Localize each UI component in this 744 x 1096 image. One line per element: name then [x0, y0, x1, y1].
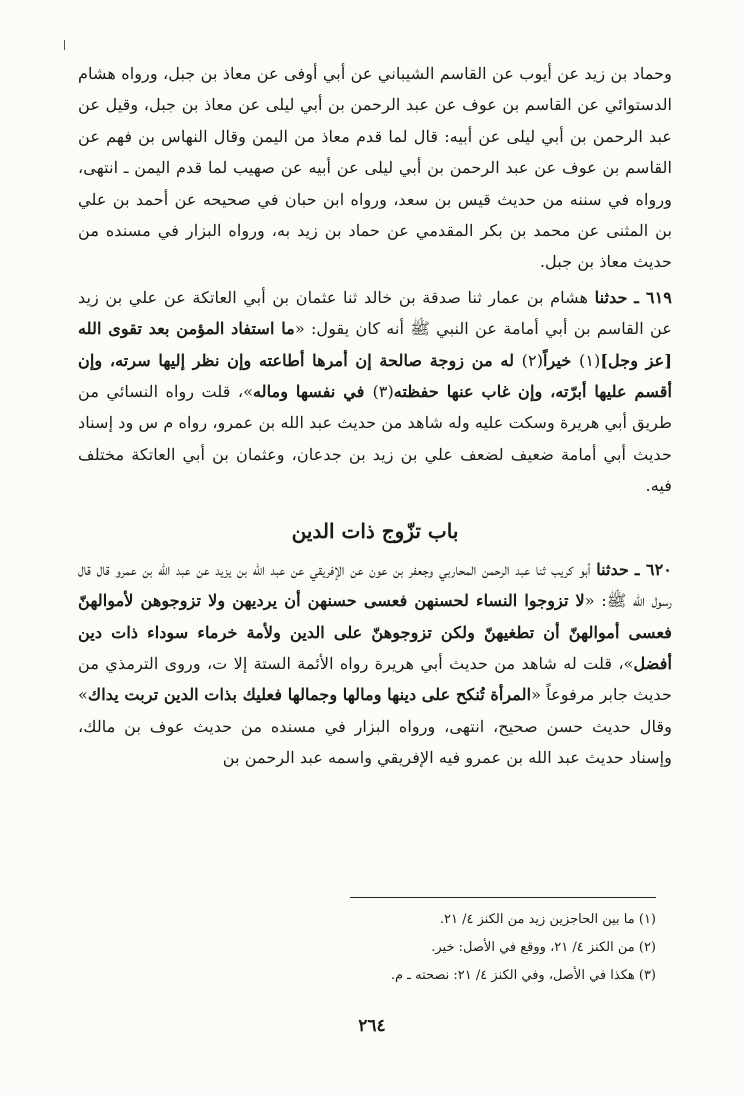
hadith-quote-bold: ما استفاد المؤمن بعد تقوى الله [عز وجل]: [78, 319, 672, 370]
page-number: ٢٦٤: [358, 1016, 386, 1036]
footnote-divider: [350, 897, 656, 898]
hadith-number: ٦٢٠ ـ: [634, 559, 672, 579]
hadith-quote-bold: المرأة تُنكح على دينها ومالها وجمالها فعليك بذات الدين تربت يداك: [87, 685, 532, 705]
hadith-text: أبو كريب ثنا عبد الرحمن المحاربي وجعفر بن عون عن الإفريقي عن عبد الله بن يزيد عن عبد الله بن عمرو قال قال رسول الله ﷺ: «: [78, 559, 672, 611]
chapter-heading: باب تزّوج ذات الدين: [291, 518, 459, 543]
page-body: [78, 58, 672, 774]
footnote-3: (٣) هكذا في الأصل، وفي الكنز ٤/ ٢١: نصحته ـ م.: [390, 968, 656, 983]
hadith-quote-bold: في نفسها وماله: [252, 382, 373, 402]
footnote-ref-3: (٣): [372, 382, 394, 402]
paragraph-continuation: وحماد بن زيد عن أيوب عن القاسم الشيباني عن أبي أوفى عن معاذ بن جبل، ورواه هشام الدستوائي عن القاسم بن عوف عن عبد الرحمن بن أبي ليلى عن معاذ بن جبل، وقيل عن عبد الرحمن بن أبي ليلى عن أبيه: قال لما قدم معاذ من اليمن وقال النهاس بن فهم عن القاسم بن عوف عن عبد الرحمن بن أبي ليلى عن أبيه عن صهيب لما قدم اليمن ـ انتهى، ورواه في سننه من حديث قيس بن سعد، ورواه ابن حبان في صحيحه عن أحمد بن علي بن المثنى عن محمد بن بكر المقدمي عن حماد بن زيد به، ورواه البزار في مسنده من حديث معاذ بن جبل.: [78, 64, 672, 272]
hadith-620: [78, 554, 672, 774]
hadith-text: هشام بن عمار ثنا صدقة بن خالد ثنا عثمان بن أبي العاتكة عن علي بن زيد عن القاسم بن أبي أمامة عن النبي ﷺ أنه كان يقول: «: [78, 287, 672, 339]
footnote-1: (١) ما بين الحاجزين زيد من الكنز ٤/ ٢١.: [439, 912, 656, 927]
hadith-quote-bold: خيراً: [543, 350, 579, 370]
margin-mark: [64, 40, 65, 50]
hadith-commentary: » وقال حديث حسن صحيح، انتهى، ورواه البزار في مسنده من حديث عوف بن مالك، وإسناد حديث عبد الله بن عمرو فيه الإفريقي واسمه عبد الرحمن بن: [78, 685, 672, 768]
footnote-ref-1: (١): [578, 350, 601, 370]
hadith-619: [78, 282, 672, 502]
hadith-number: ٦١٩ ـ: [634, 287, 672, 307]
hadith-commentary: »، قلت له شاهد من حديث أبي هريرة رواه الأئمة الستة إلا ت، وروى الترمذي من حديث جابر مرفوعاً «: [78, 653, 673, 705]
hadith-keyword: حدثنا: [596, 559, 630, 579]
hadith-keyword: حدثنا: [594, 287, 628, 307]
hadith-commentary: »، قلت رواه النسائي من طريق أبي هريرة وسكت عليه وله شاهد من حديث عبد الله بن عمرو، رواه م س ود إسناد حديث أبي أمامة ضعيف لضعف علي بن زيد بن جدعان، وعثمان بن أبي العاتكة مختلف فيه.: [78, 382, 672, 496]
footnote-2: (٢) من الكنز ٤/ ٢١، ووقع في الأصل: خير.: [431, 940, 656, 955]
footnotes: [356, 906, 656, 990]
footnote-ref-2: (٢): [521, 350, 544, 370]
hadith-quote-bold: له من زوجة صالحة إن أمرها أطاعته وإن نظر إليها سرته، وإن أقسم عليها أبرّته، وإن غاب عنها حفظته: [78, 350, 672, 402]
hadith-quote-bold: لا تزوجوا النساء لحسنهن فعسى حسنهن أن يرديهن ولا تزوجوهن لأموالهنّ فعسى أموالهنّ أن تطغيهنّ ولكن تزوجوهنّ على الدين ولأمة خرماء سوداء ذات دين أفضل: [78, 591, 672, 673]
